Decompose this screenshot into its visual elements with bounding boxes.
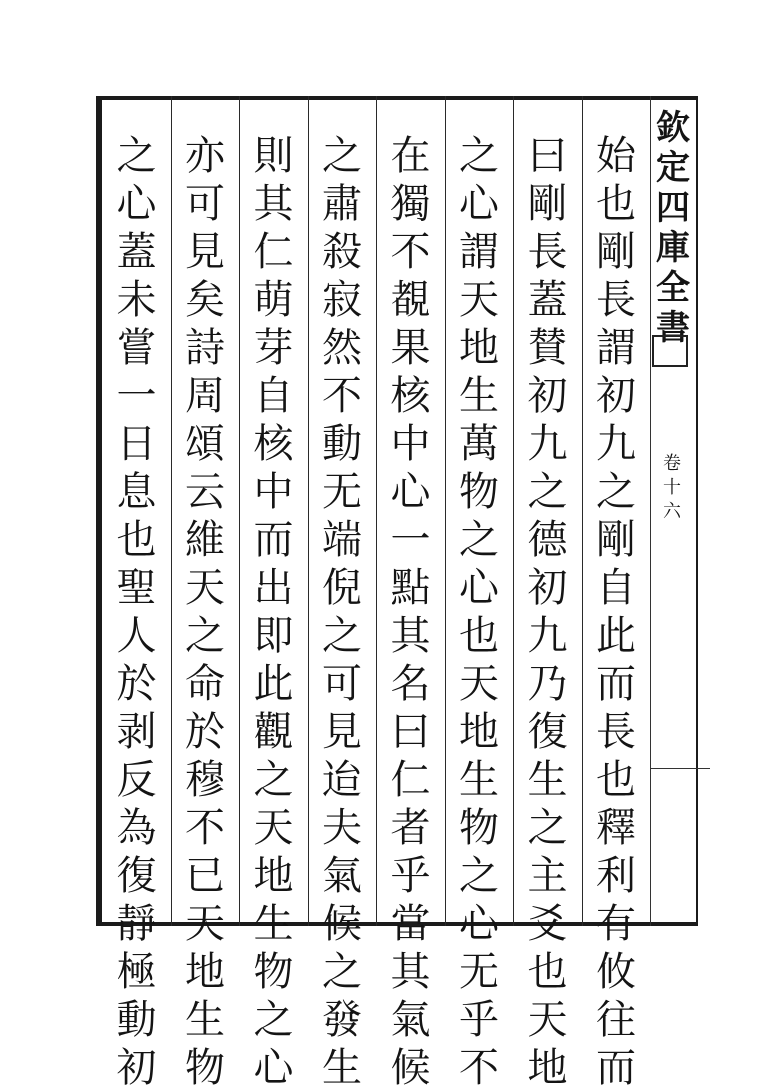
text-glyph: 其 (390, 949, 431, 995)
text-glyph: 靜 (116, 901, 157, 947)
text-glyph: 仁 (390, 757, 431, 803)
text-glyph: 乃 (527, 661, 568, 707)
text-glyph: 穆 (185, 757, 225, 803)
text-glyph: 初 (527, 565, 568, 611)
text-glyph: 天 (459, 661, 499, 707)
text-glyph: 謂 (459, 229, 499, 275)
text-glyph: 中 (253, 469, 294, 515)
text-glyph: 仁 (253, 229, 294, 275)
column-rule (308, 96, 309, 926)
text-glyph: 而 (596, 661, 636, 707)
text-glyph: 而 (253, 517, 294, 563)
text-glyph: 始 (596, 133, 636, 179)
text-glyph: 之 (527, 805, 568, 851)
text-glyph: 而 (596, 1045, 636, 1091)
text-glyph: 果 (390, 325, 431, 371)
text-glyph: 出 (253, 565, 294, 611)
column-rule (376, 96, 377, 926)
text-glyph: 往 (596, 997, 636, 1043)
text-glyph: 心 (253, 1045, 294, 1091)
text-glyph: 物 (459, 469, 499, 515)
text-glyph: 心 (459, 181, 499, 227)
text-glyph: 心 (390, 469, 431, 515)
text-glyph: 其 (390, 613, 431, 659)
text-glyph: 之 (253, 997, 294, 1043)
text-glyph: 殺 (322, 229, 362, 275)
text-glyph: 曰 (527, 133, 568, 179)
text-glyph: 復 (116, 853, 157, 899)
text-glyph: 之 (459, 133, 499, 179)
text-glyph: 觀 (253, 709, 294, 755)
text-glyph: 物 (185, 1045, 225, 1091)
text-glyph: 於 (185, 709, 225, 755)
text-column (451, 132, 507, 1091)
title-glyph: 四 (656, 188, 690, 228)
text-glyph: 之 (185, 613, 225, 659)
text-glyph: 中 (390, 421, 431, 467)
text-glyph: 天 (459, 277, 499, 323)
text-glyph: 長 (527, 229, 568, 275)
text-glyph: 謂 (596, 325, 636, 371)
text-glyph: 自 (253, 373, 294, 419)
text-glyph: 曰 (390, 709, 431, 755)
text-glyph: 於 (116, 661, 157, 707)
text-glyph: 之 (322, 613, 362, 659)
text-glyph: 點 (390, 565, 431, 611)
text-glyph: 見 (185, 229, 225, 275)
text-glyph: 一 (116, 373, 157, 419)
text-glyph: 候 (322, 901, 362, 947)
text-glyph: 極 (116, 949, 157, 995)
text-glyph: 天 (527, 997, 568, 1043)
text-glyph: 動 (116, 997, 157, 1043)
title-glyph: 定 (656, 148, 690, 188)
text-glyph: 之 (459, 517, 499, 563)
volume-glyph: 十 (663, 477, 681, 498)
text-glyph: 攸 (596, 949, 636, 995)
text-glyph: 倪 (322, 565, 362, 611)
text-glyph: 獨 (390, 181, 431, 227)
text-glyph: 此 (253, 661, 294, 707)
title-glyph: 全 (656, 268, 690, 308)
text-glyph: 心 (459, 901, 499, 947)
text-glyph: 之 (116, 133, 157, 179)
text-glyph: 已 (185, 853, 225, 899)
text-glyph: 也 (116, 517, 157, 563)
text-glyph: 剥 (116, 709, 157, 755)
column-rule (171, 96, 172, 926)
text-column (109, 132, 165, 1091)
column-rule (445, 96, 446, 926)
text-glyph: 長 (596, 277, 636, 323)
text-glyph: 之 (527, 469, 568, 515)
column-rule (239, 96, 240, 926)
text-glyph: 反 (116, 757, 157, 803)
text-glyph: 芽 (253, 325, 294, 371)
text-glyph: 復 (527, 709, 568, 755)
text-glyph: 地 (185, 949, 225, 995)
text-glyph: 心 (116, 181, 157, 227)
text-glyph: 剛 (527, 181, 568, 227)
text-glyph: 天 (185, 901, 225, 947)
text-glyph: 初 (527, 373, 568, 419)
text-glyph: 人 (116, 613, 157, 659)
text-glyph: 者 (390, 805, 431, 851)
text-glyph: 初 (596, 373, 636, 419)
text-glyph: 在 (390, 133, 431, 179)
text-glyph: 九 (596, 421, 636, 467)
text-glyph: 當 (390, 901, 431, 947)
text-glyph: 不 (185, 805, 225, 851)
text-glyph: 息 (116, 469, 157, 515)
text-glyph: 之 (253, 757, 294, 803)
text-glyph: 之 (596, 469, 636, 515)
text-glyph: 維 (185, 517, 225, 563)
text-glyph: 此 (596, 613, 636, 659)
text-glyph: 乎 (459, 997, 499, 1043)
text-glyph: 嘗 (116, 325, 157, 371)
marginal-title (650, 108, 696, 348)
text-glyph: 名 (390, 661, 431, 707)
text-glyph: 則 (253, 133, 294, 179)
text-glyph: 不 (459, 1045, 499, 1091)
text-glyph: 地 (527, 1045, 568, 1091)
text-glyph: 无 (322, 469, 362, 515)
text-glyph: 聖 (116, 565, 157, 611)
right-border (696, 96, 698, 926)
text-glyph: 无 (459, 949, 499, 995)
text-glyph: 自 (596, 565, 636, 611)
text-column (588, 132, 644, 1091)
text-glyph: 也 (596, 181, 636, 227)
text-glyph: 蓋 (116, 229, 157, 275)
text-glyph: 不 (322, 373, 362, 419)
column-rule (582, 96, 583, 926)
text-glyph: 日 (116, 421, 157, 467)
text-glyph: 九 (527, 613, 568, 659)
text-glyph: 天 (185, 565, 225, 611)
text-glyph: 也 (459, 613, 499, 659)
text-glyph: 動 (322, 421, 362, 467)
text-glyph: 釋 (596, 805, 636, 851)
text-column (520, 132, 576, 1091)
text-glyph: 詩 (185, 325, 225, 371)
text-glyph: 核 (253, 421, 294, 467)
text-glyph: 九 (527, 421, 568, 467)
text-glyph: 未 (116, 277, 157, 323)
volume-glyph: 六 (663, 501, 681, 522)
text-glyph: 頌 (185, 421, 225, 467)
text-glyph: 地 (459, 325, 499, 371)
text-glyph: 萬 (459, 421, 499, 467)
title-glyph: 庫 (656, 228, 690, 268)
text-glyph: 發 (322, 997, 362, 1043)
text-glyph: 候 (390, 1045, 431, 1091)
text-glyph: 可 (322, 661, 362, 707)
text-glyph: 地 (253, 853, 294, 899)
text-glyph: 氣 (322, 853, 362, 899)
text-glyph: 心 (459, 565, 499, 611)
text-glyph: 德 (527, 517, 568, 563)
text-glyph: 之 (322, 949, 362, 995)
text-glyph: 不 (390, 229, 431, 275)
title-glyph: 欽 (656, 108, 690, 148)
text-column (383, 132, 439, 1091)
marginal-tick (650, 768, 710, 769)
text-glyph: 初 (116, 1045, 157, 1091)
text-glyph: 核 (390, 373, 431, 419)
text-glyph: 物 (253, 949, 294, 995)
text-glyph: 生 (459, 757, 499, 803)
text-glyph: 地 (459, 709, 499, 755)
text-glyph: 長 (596, 709, 636, 755)
text-glyph: 一 (390, 517, 431, 563)
text-glyph: 生 (459, 373, 499, 419)
text-glyph: 覩 (390, 277, 431, 323)
text-glyph: 氣 (390, 997, 431, 1043)
text-glyph: 有 (596, 901, 636, 947)
volume-label (652, 452, 692, 524)
text-glyph: 爻 (527, 901, 568, 947)
text-glyph: 生 (527, 757, 568, 803)
seal-mark (652, 335, 688, 367)
text-glyph: 主 (527, 853, 568, 899)
text-glyph: 矣 (185, 277, 225, 323)
text-glyph: 也 (596, 757, 636, 803)
text-column (177, 132, 233, 1091)
text-glyph: 賛 (527, 325, 568, 371)
text-glyph: 云 (185, 469, 225, 515)
text-glyph: 其 (253, 181, 294, 227)
text-glyph: 之 (459, 853, 499, 899)
text-glyph: 也 (527, 949, 568, 995)
volume-glyph: 卷 (663, 453, 681, 474)
text-glyph: 肅 (322, 181, 362, 227)
text-column (314, 132, 370, 1091)
text-column (246, 132, 302, 1091)
text-glyph: 生 (322, 1045, 362, 1091)
text-glyph: 迨 (322, 757, 362, 803)
text-glyph: 生 (185, 997, 225, 1043)
text-glyph: 端 (322, 517, 362, 563)
text-glyph: 見 (322, 709, 362, 755)
text-glyph: 蓋 (527, 277, 568, 323)
text-glyph: 生 (253, 901, 294, 947)
text-glyph: 物 (459, 805, 499, 851)
text-glyph: 萌 (253, 277, 294, 323)
text-glyph: 然 (322, 325, 362, 371)
text-glyph: 之 (322, 133, 362, 179)
text-glyph: 即 (253, 613, 294, 659)
text-glyph: 利 (596, 853, 636, 899)
text-glyph: 剛 (596, 229, 636, 275)
text-glyph: 剛 (596, 517, 636, 563)
text-glyph: 可 (185, 181, 225, 227)
text-glyph: 亦 (185, 133, 225, 179)
column-rule (513, 96, 514, 926)
text-glyph: 天 (253, 805, 294, 851)
text-glyph: 為 (116, 805, 157, 851)
text-glyph: 夫 (322, 805, 362, 851)
title-glyph: 書 (656, 308, 690, 348)
text-glyph: 寂 (322, 277, 362, 323)
text-glyph: 命 (185, 661, 225, 707)
text-glyph: 周 (185, 373, 225, 419)
text-glyph: 乎 (390, 853, 431, 899)
